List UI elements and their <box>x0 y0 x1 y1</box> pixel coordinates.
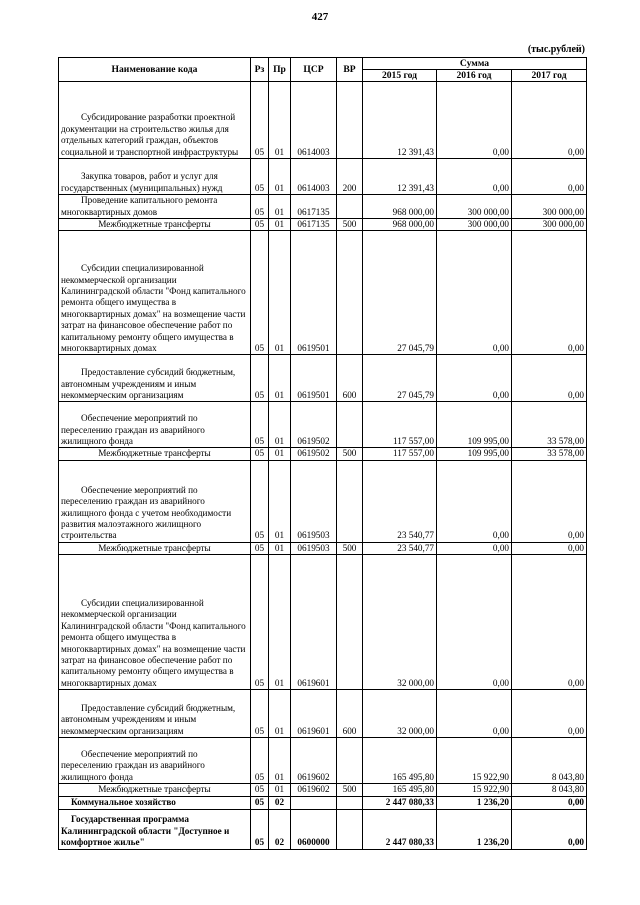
table-row <box>59 690 587 738</box>
row-rz: 05 <box>251 231 269 355</box>
row-vr: 200 <box>337 159 363 195</box>
table-row <box>59 159 587 195</box>
row-pr: 01 <box>269 460 291 542</box>
table-row <box>59 738 587 784</box>
row-rz: 05 <box>251 738 269 784</box>
table-row <box>59 542 587 554</box>
row-name: Коммунальное хозяйство <box>59 796 251 809</box>
row-value-2015: 968 000,00 <box>363 195 437 219</box>
row-value-2015: 32 000,00 <box>363 555 437 690</box>
row-value-2017: 33 578,00 <box>512 448 587 460</box>
row-name: Закупка товаров, работ и услуг для государственных (муниципальных) нужд <box>59 159 251 195</box>
row-vr: 500 <box>337 784 363 796</box>
row-value-2015: 12 391,43 <box>363 82 437 159</box>
row-value-2016: 15 922,90 <box>437 784 512 796</box>
row-value-2015: 165 495,80 <box>363 784 437 796</box>
row-value-2016: 0,00 <box>437 460 512 542</box>
row-rz: 05 <box>251 809 269 849</box>
row-value-2016: 109 995,00 <box>437 448 512 460</box>
row-pr: 01 <box>269 195 291 219</box>
row-vr <box>337 809 363 849</box>
table-row <box>59 402 587 448</box>
header-year-2015: 2015 год <box>363 70 437 82</box>
row-vr <box>337 555 363 690</box>
budget-table <box>58 57 587 850</box>
row-csr: 0619503 <box>291 542 337 554</box>
row-rz: 05 <box>251 542 269 554</box>
row-value-2016: 300 000,00 <box>437 195 512 219</box>
row-value-2016: 1 236,20 <box>437 809 512 849</box>
row-pr: 01 <box>269 219 291 231</box>
header-pr: Пр <box>269 58 291 82</box>
row-csr: 0619602 <box>291 738 337 784</box>
row-value-2015: 23 540,77 <box>363 542 437 554</box>
row-csr: 0619501 <box>291 231 337 355</box>
header-year-2017: 2017 год <box>512 70 587 82</box>
row-value-2017: 0,00 <box>512 355 587 402</box>
row-pr: 01 <box>269 231 291 355</box>
row-value-2016: 0,00 <box>437 355 512 402</box>
table-row <box>59 82 587 159</box>
row-csr: 0600000 <box>291 809 337 849</box>
row-value-2017: 300 000,00 <box>512 195 587 219</box>
row-vr <box>337 402 363 448</box>
table-row <box>59 555 587 690</box>
row-value-2015: 27 045,79 <box>363 231 437 355</box>
row-pr: 01 <box>269 784 291 796</box>
row-value-2017: 0,00 <box>512 809 587 849</box>
row-value-2016: 0,00 <box>437 690 512 738</box>
row-pr: 01 <box>269 355 291 402</box>
row-rz: 05 <box>251 555 269 690</box>
row-rz: 05 <box>251 82 269 159</box>
row-value-2016: 0,00 <box>437 542 512 554</box>
row-pr: 01 <box>269 82 291 159</box>
row-value-2016: 109 995,00 <box>437 402 512 448</box>
row-csr: 0619503 <box>291 460 337 542</box>
row-value-2016: 0,00 <box>437 231 512 355</box>
row-name: Межбюджетные трансферты <box>59 219 251 231</box>
row-csr: 0617135 <box>291 219 337 231</box>
row-value-2016: 300 000,00 <box>437 219 512 231</box>
row-name: Межбюджетные трансферты <box>59 448 251 460</box>
header-name: Наименование кода <box>59 58 251 82</box>
row-pr: 01 <box>269 542 291 554</box>
row-name: Субсидии специализированной некоммерческой организации Калининградской области "Фонд капитального ремонта общего имущества в многоквартирных домах" на возмещение части затрат на финансовое обеспечение работ по капитальному ремонту общего имущества в многоквартирных домах <box>59 231 251 355</box>
row-rz: 05 <box>251 460 269 542</box>
table-row <box>59 448 587 460</box>
row-rz: 05 <box>251 784 269 796</box>
row-name: Межбюджетные трансферты <box>59 542 251 554</box>
table-row <box>59 355 587 402</box>
row-name: Обеспечение мероприятий по переселению граждан из аварийного жилищного фонда с учетом необходимости развития малоэтажного жилищного строительства <box>59 460 251 542</box>
row-pr: 01 <box>269 738 291 784</box>
row-pr: 01 <box>269 402 291 448</box>
row-value-2016: 1 236,20 <box>437 796 512 809</box>
row-value-2017: 0,00 <box>512 231 587 355</box>
row-vr <box>337 82 363 159</box>
row-name: Субсидии специализированной некоммерческой организации Калининградской области "Фонд капитального ремонта общего имущества в многоквартирных домах" на возмещение части затрат на финансовое обеспечение работ по капитальному ремонту общего имущества в многоквартирных домах <box>59 555 251 690</box>
row-vr <box>337 738 363 784</box>
row-vr: 600 <box>337 355 363 402</box>
row-value-2015: 968 000,00 <box>363 219 437 231</box>
row-name: Обеспечение мероприятий по переселению граждан из аварийного жилищного фонда <box>59 402 251 448</box>
row-rz: 05 <box>251 448 269 460</box>
row-pr: 02 <box>269 809 291 849</box>
row-value-2017: 0,00 <box>512 542 587 554</box>
units-label: (тыс.рублей) <box>527 44 585 55</box>
row-csr <box>291 796 337 809</box>
row-vr <box>337 195 363 219</box>
header-csr: ЦСР <box>291 58 337 82</box>
row-vr: 500 <box>337 448 363 460</box>
table-row <box>59 796 587 809</box>
table-row <box>59 784 587 796</box>
row-name: Государственная программа Калининградской области "Доступное и комфортное жилье" <box>59 809 251 849</box>
header-sum: Сумма <box>363 58 587 70</box>
row-csr: 0619501 <box>291 355 337 402</box>
row-value-2017: 8 043,80 <box>512 784 587 796</box>
header-year-2016: 2016 год <box>437 70 512 82</box>
row-csr: 0614003 <box>291 82 337 159</box>
row-vr: 500 <box>337 219 363 231</box>
row-csr: 0619502 <box>291 448 337 460</box>
row-value-2017: 0,00 <box>512 690 587 738</box>
row-csr: 0614003 <box>291 159 337 195</box>
row-rz: 05 <box>251 195 269 219</box>
row-value-2017: 33 578,00 <box>512 402 587 448</box>
table-row <box>59 219 587 231</box>
row-value-2015: 32 000,00 <box>363 690 437 738</box>
row-name: Субсидирование разработки проектной документации на строительство жилья для отдельных категорий граждан, объектов социальной и транспортной инфраструктуры <box>59 82 251 159</box>
row-csr: 0619601 <box>291 555 337 690</box>
row-value-2015: 12 391,43 <box>363 159 437 195</box>
row-vr: 600 <box>337 690 363 738</box>
row-value-2017: 0,00 <box>512 555 587 690</box>
row-value-2015: 117 557,00 <box>363 448 437 460</box>
row-name: Проведение капитального ремонта многоквартирных домов <box>59 195 251 219</box>
row-vr <box>337 460 363 542</box>
page-number: 427 <box>311 11 329 23</box>
row-value-2016: 0,00 <box>437 82 512 159</box>
row-rz: 05 <box>251 355 269 402</box>
row-name: Обеспечение мероприятий по переселению граждан из аварийного жилищного фонда <box>59 738 251 784</box>
row-value-2015: 2 447 080,33 <box>363 796 437 809</box>
row-value-2015: 165 495,80 <box>363 738 437 784</box>
row-value-2017: 0,00 <box>512 796 587 809</box>
header-rz: Рз <box>251 58 269 82</box>
row-value-2015: 117 557,00 <box>363 402 437 448</box>
row-value-2016: 0,00 <box>437 159 512 195</box>
header-vr: ВР <box>337 58 363 82</box>
row-rz: 05 <box>251 159 269 195</box>
row-pr: 01 <box>269 690 291 738</box>
table-body <box>59 82 587 850</box>
row-value-2015: 27 045,79 <box>363 355 437 402</box>
row-value-2017: 0,00 <box>512 460 587 542</box>
row-csr: 0619601 <box>291 690 337 738</box>
row-value-2016: 0,00 <box>437 555 512 690</box>
row-name: Предоставление субсидий бюджетным, автономным учреждениям и иным некоммерческим организациям <box>59 355 251 402</box>
row-rz: 05 <box>251 796 269 809</box>
row-value-2017: 0,00 <box>512 82 587 159</box>
row-rz: 05 <box>251 402 269 448</box>
row-csr: 0617135 <box>291 195 337 219</box>
row-csr: 0619602 <box>291 784 337 796</box>
table-row <box>59 809 587 849</box>
row-vr: 500 <box>337 542 363 554</box>
table-row <box>59 460 587 542</box>
row-value-2017: 8 043,80 <box>512 738 587 784</box>
row-value-2017: 300 000,00 <box>512 219 587 231</box>
row-name: Межбюджетные трансферты <box>59 784 251 796</box>
row-rz: 05 <box>251 690 269 738</box>
row-pr: 01 <box>269 159 291 195</box>
table-row <box>59 231 587 355</box>
row-pr: 01 <box>269 448 291 460</box>
row-value-2016: 15 922,90 <box>437 738 512 784</box>
row-pr: 01 <box>269 555 291 690</box>
row-value-2015: 23 540,77 <box>363 460 437 542</box>
row-csr: 0619502 <box>291 402 337 448</box>
row-vr <box>337 796 363 809</box>
row-pr: 02 <box>269 796 291 809</box>
row-rz: 05 <box>251 219 269 231</box>
row-name: Предоставление субсидий бюджетным, автономным учреждениям и иным некоммерческим организациям <box>59 690 251 738</box>
row-vr <box>337 231 363 355</box>
table-row <box>59 195 587 219</box>
row-value-2015: 2 447 080,33 <box>363 809 437 849</box>
row-value-2017: 0,00 <box>512 159 587 195</box>
